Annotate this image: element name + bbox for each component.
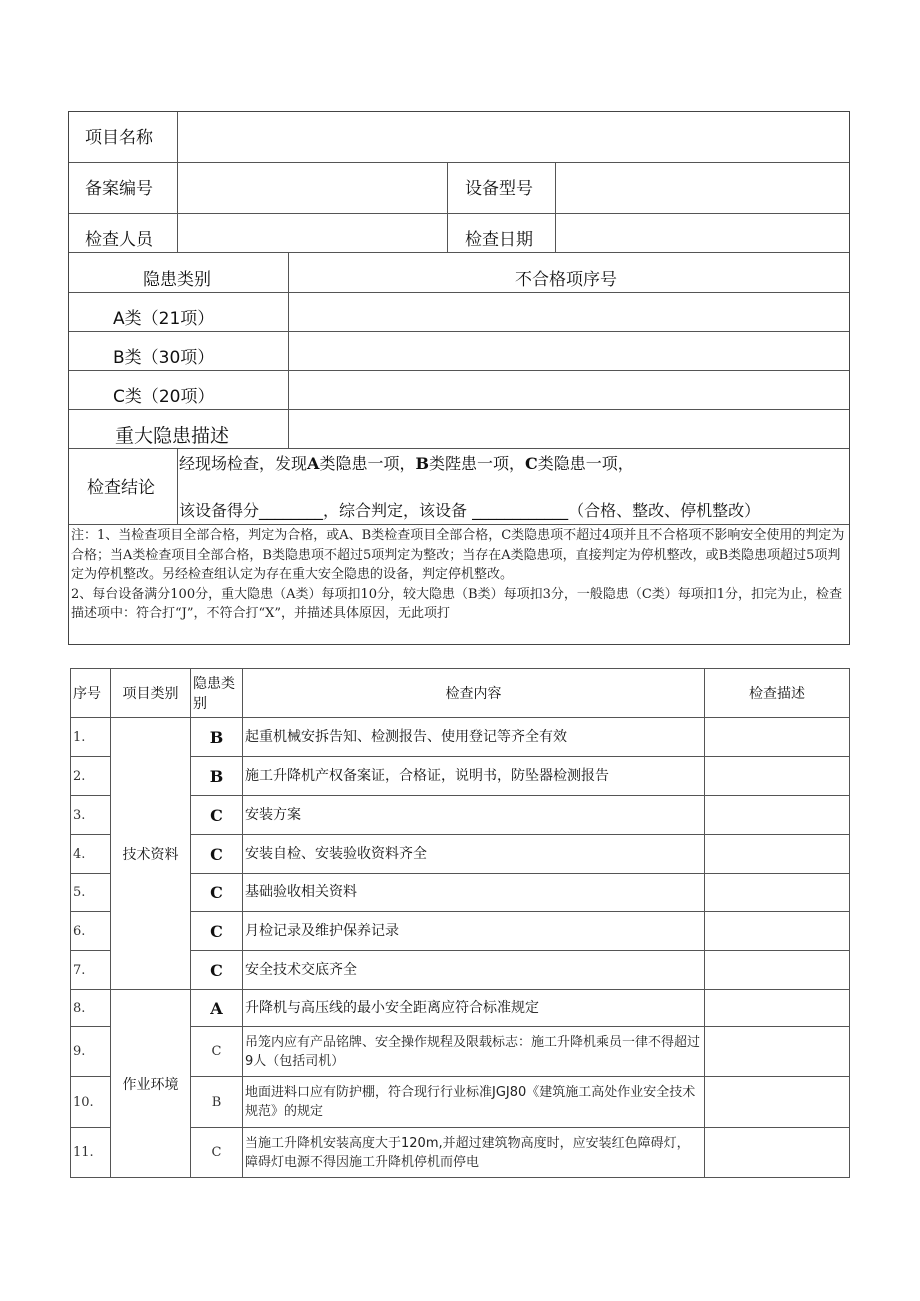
hazard-letter-b: B: [415, 454, 429, 473]
note-2: 2、每台设备满分100分，重大隐患（A类）每项扣10分，较大隐患（B类）每项扣3分，一般隐患（C类）每项扣1分，扣完为止，检查描述项中：符合打“J”，不符合打“X”，并描述具体原因，无此项打: [71, 586, 843, 621]
hazard-letter-a: A: [307, 454, 320, 473]
check-description-cell[interactable]: [705, 1128, 850, 1178]
row-number: 5.: [71, 874, 111, 912]
col-header-content: 检查内容: [243, 669, 705, 718]
hazard-category-label: 隐患类别: [143, 270, 211, 290]
record-no-label: 备案编号: [85, 179, 153, 199]
conclusion-text: 类隐患一项，: [537, 454, 634, 473]
hazard-level: B: [191, 718, 243, 757]
grid-line: [177, 112, 178, 252]
category-work-environment: 作业环境: [111, 990, 191, 1178]
row-number: 2.: [71, 757, 111, 796]
table-header-row: [71, 669, 850, 718]
nonconforming-items-label: 不合格项序号: [515, 270, 617, 290]
row-number: 6.: [71, 912, 111, 951]
note-1: 注：1、当检查项目全部合格，判定为合格，或A、B类检查项目全部合格，C类隐患项不超过4项并且不合格项不影响安全使用的判定为合格；当A类检查项目全部合格，B类隐患项不超过5项判定为整改；当存在A类隐患项，直接判定为停机整改，或B类隐患项超过5项判定为停机整改。另经检查组认定为存在重大安全隐患的设备，判定停机整改。: [71, 528, 845, 582]
check-description-cell[interactable]: [705, 757, 850, 796]
check-content: 安装方案: [243, 796, 705, 835]
grid-line: [69, 252, 849, 253]
hazard-a-label: A类（21项）: [113, 309, 215, 329]
check-content: 施工升降机产权备案证，合格证，说明书，防坠器检测报告: [243, 757, 705, 796]
check-description-cell[interactable]: [705, 796, 850, 835]
category-technical-docs: 技术资料: [111, 718, 191, 990]
equipment-model-label: 设备型号: [465, 179, 533, 199]
grid-line: [69, 292, 849, 293]
row-number: 1.: [71, 718, 111, 757]
check-content: 安装自检、安装验收资料齐全: [243, 835, 705, 874]
hazard-level: C: [191, 1128, 243, 1178]
grid-line: [69, 370, 849, 371]
grid-line: [555, 162, 556, 252]
conclusion-line-2: 该设备得分________，综合判定，该设备 ____________（合格、整改、停机整改）: [179, 501, 761, 520]
grid-line: [447, 162, 448, 252]
check-content: 升降机与高压线的最小安全距离应符合标准规定: [243, 990, 705, 1027]
check-description-cell[interactable]: [705, 1077, 850, 1128]
check-description-cell[interactable]: [705, 718, 850, 757]
col-header-description: 检查描述: [705, 669, 850, 718]
check-content: 地面进料口应有防护棚，符合现行行业标准JGJ80《建筑施工高处作业安全技术规范》的规定: [243, 1077, 705, 1128]
inspection-header-form: [68, 111, 850, 645]
check-description-cell[interactable]: [705, 835, 850, 874]
hazard-level: C: [191, 912, 243, 951]
hazard-level: C: [191, 1027, 243, 1077]
conclusion-text: 类隐患一项，: [319, 454, 416, 473]
row-number: 3.: [71, 796, 111, 835]
hazard-letter-c: C: [525, 454, 538, 473]
grid-line: [288, 252, 289, 448]
check-content: 吊笼内应有产品铭牌、安全操作规程及限载标志：施工升降机乘员一律不得超过9人（包括司机）: [243, 1027, 705, 1077]
grid-line: [69, 409, 849, 410]
row-number: 10.: [71, 1077, 111, 1128]
check-description-cell[interactable]: [705, 912, 850, 951]
hazard-level: B: [191, 1077, 243, 1128]
hazard-b-label: B类（30项）: [113, 348, 215, 368]
conclusion-text: 经现场检查，发现: [179, 454, 308, 473]
col-header-hazard-level: 隐患类别: [191, 669, 243, 718]
check-description-cell[interactable]: [705, 990, 850, 1027]
inspection-date-label: 检查日期: [465, 230, 533, 250]
hazard-c-label: C类（20项）: [113, 387, 215, 407]
check-content: 基础验收相关资料: [243, 874, 705, 912]
grid-line: [69, 331, 849, 332]
check-content: 起重机械安拆告知、检测报告、使用登记等齐全有效: [243, 718, 705, 757]
col-header-no: 序号: [71, 669, 111, 718]
grid-line: [69, 448, 849, 449]
checklist-table: [70, 668, 850, 1178]
table-row: [71, 718, 850, 757]
grid-line: [69, 162, 849, 163]
grid-line: [69, 213, 849, 214]
conclusion-line-2-wrap: [177, 492, 847, 526]
col-header-category: 项目类别: [111, 669, 191, 718]
check-description-cell[interactable]: [705, 1027, 850, 1077]
major-hazard-label: 重大隐患描述: [115, 425, 230, 447]
inspector-label: 检查人员: [85, 230, 153, 250]
conclusion-label: 检查结论: [87, 478, 155, 498]
row-number: 4.: [71, 835, 111, 874]
project-name-label: 项目名称: [85, 128, 153, 148]
check-content: 当施工升降机安装高度大于120m,并超过建筑物高度时，应安装红色障碍灯，障碍灯电源不得因施工升降机停机而停电: [243, 1128, 705, 1178]
hazard-level: C: [191, 835, 243, 874]
notes: [71, 526, 849, 624]
row-number: 9.: [71, 1027, 111, 1077]
check-content: 安全技术交底齐全: [243, 951, 705, 990]
check-description-cell[interactable]: [705, 951, 850, 990]
hazard-level: C: [191, 951, 243, 990]
table-row: [71, 990, 850, 1027]
hazard-level: B: [191, 757, 243, 796]
hazard-level: C: [191, 874, 243, 912]
conclusion-text: 类陛患一项，: [428, 454, 525, 473]
check-content: 月检记录及维护保养记录: [243, 912, 705, 951]
check-description-cell[interactable]: [705, 874, 850, 912]
conclusion-line-1: [179, 454, 634, 474]
row-number: 8.: [71, 990, 111, 1027]
hazard-level: C: [191, 796, 243, 835]
hazard-level: A: [191, 990, 243, 1027]
row-number: 11.: [71, 1128, 111, 1178]
row-number: 7.: [71, 951, 111, 990]
